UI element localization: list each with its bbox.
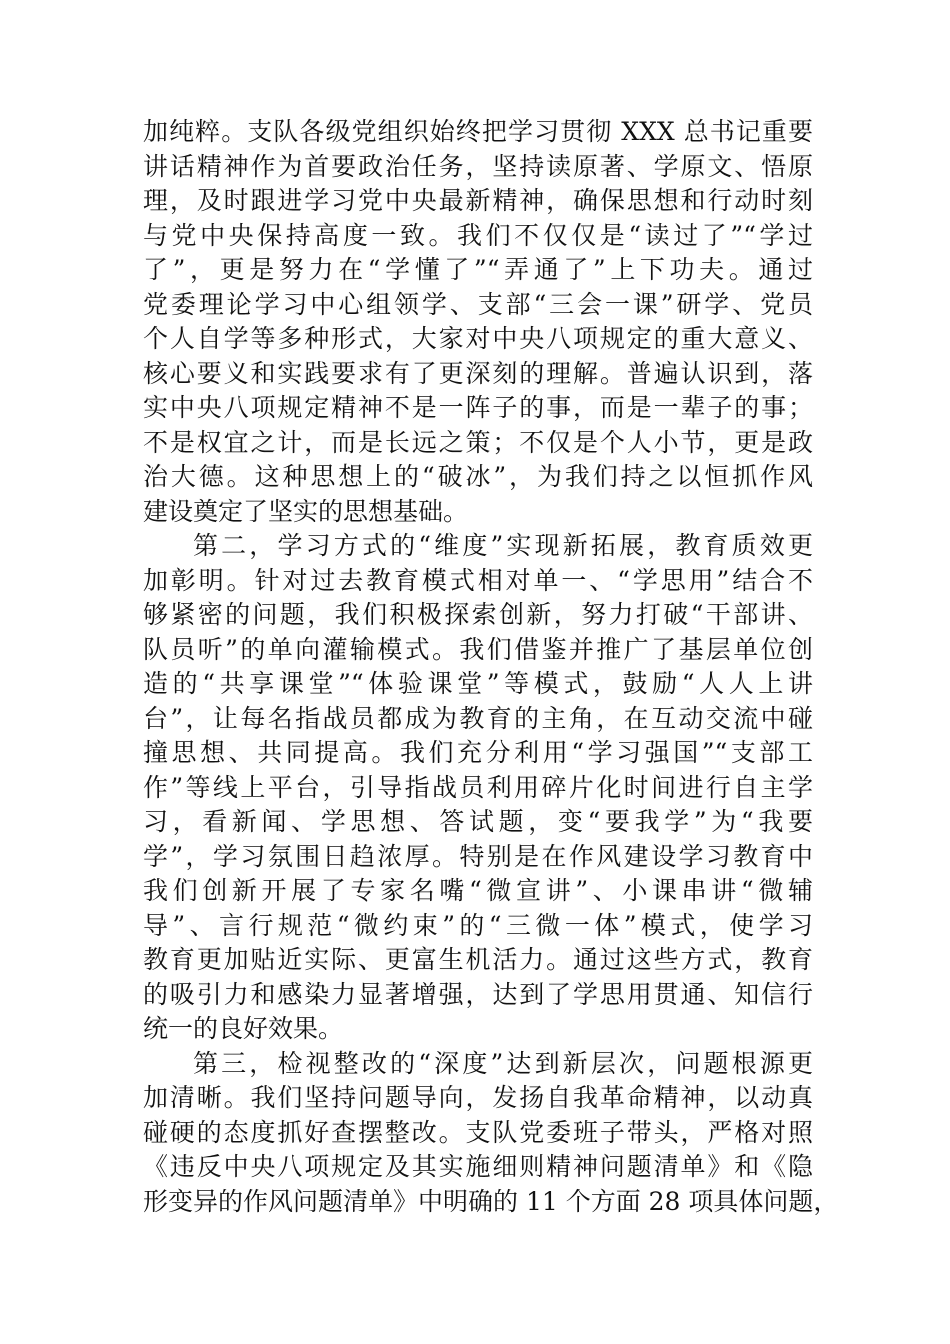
text-line: 学”，学习氛围日趋浓厚。特别是在作风建设学习教育中 (143, 841, 813, 871)
text-line: 作”等线上平台，引导指战员利用碎片化时间进行自主学 (143, 772, 813, 802)
text-line: 核心要义和实践要求有了更深刻的理解。普遍认识到，落 (143, 358, 813, 388)
text-line: 治大德。这种思想上的“破冰”，为我们持之以恒抓作风 (143, 462, 813, 491)
text-line: 实中央八项规定精神不是一阵子的事，而是一辈子的事； (143, 393, 813, 422)
text-line: 队员听”的单向灌输模式。我们借鉴并推广了基层单位创 (143, 634, 813, 664)
text-line: 导”、言行规范“微约束”的“三微一体”模式，使学习 (143, 910, 813, 940)
text-line: 碰硬的态度抓好查摆整改。支队党委班子带头，严格对照 (143, 1117, 813, 1147)
document-body (143, 115, 839, 1219)
text-line: 台”，让每名指战员都成为教育的主角，在互动交流中碰 (143, 703, 813, 733)
text-line: 建设奠定了坚实的思想基础。 (143, 496, 469, 526)
text-line: 讲话精神作为首要政治任务，坚持读原著、学原文、悟原 (143, 151, 813, 181)
text-line: 了”，更是努力在“学懂了”“弄通了”上下功夫。通过 (143, 255, 813, 284)
text-line: 的吸引力和感染力显著增强，达到了学思用贯通、知信行 (143, 979, 813, 1009)
text-line: 我们创新开展了专家名嘴“微宣讲”、小课串讲“微辅 (143, 876, 813, 905)
paragraph (143, 529, 813, 1047)
text-line: 加彰明。针对过去教育模式相对单一、“学思用”结合不 (143, 565, 813, 595)
paragraph (143, 115, 813, 529)
text-line: 不是权宜之计，而是长远之策；不仅是个人小节，更是政 (143, 427, 813, 457)
text-line: 教育更加贴近实际、更富生机活力。通过这些方式，教育 (143, 945, 813, 974)
text-line: 撞思想、共同提高。我们充分利用“学习强国”“支部工 (143, 738, 813, 767)
text-line: 理，及时跟进学习党中央最新精神，确保思想和行动时刻 (143, 186, 813, 215)
text-line: 与党中央保持高度一致。我们不仅仅是“读过了”“学过 (143, 220, 813, 250)
text-line: 够紧密的问题，我们积极探索创新，努力打破“干部讲、 (143, 600, 813, 629)
text-line: 党委理论学习中心组领学、支部“三会一课”研学、党员 (143, 289, 813, 319)
paragraph (143, 1047, 839, 1220)
text-line: 《违反中央八项规定及其实施细则精神问题清单》和《隐 (143, 1152, 813, 1181)
text-line: 造的“共享课堂”“体验课堂”等模式，鼓励“人人上讲 (143, 669, 813, 698)
text-line: 个人自学等多种形式，大家对中央八项规定的重大意义、 (143, 324, 813, 353)
text-line: 习，看新闻、学思想、答试题，变“要我学”为“我要 (143, 807, 813, 836)
text-line: 第三，检视整改的“深度”达到新层次，问题根源更 (193, 1048, 813, 1078)
text-line: 统一的良好效果。 (143, 1014, 344, 1043)
text-line: 加清晰。我们坚持问题导向，发扬自我革命精神，以动真 (143, 1083, 813, 1112)
text-line: 第二，学习方式的“维度”实现新拓展，教育质效更 (193, 531, 813, 560)
text-line: 加纯粹。支队各级党组织始终把学习贯彻 XXX 总书记重要 (143, 117, 813, 146)
text-line: 形变异的作风问题清单》中明确的 11 个方面 28 项具体问题， (143, 1186, 839, 1216)
